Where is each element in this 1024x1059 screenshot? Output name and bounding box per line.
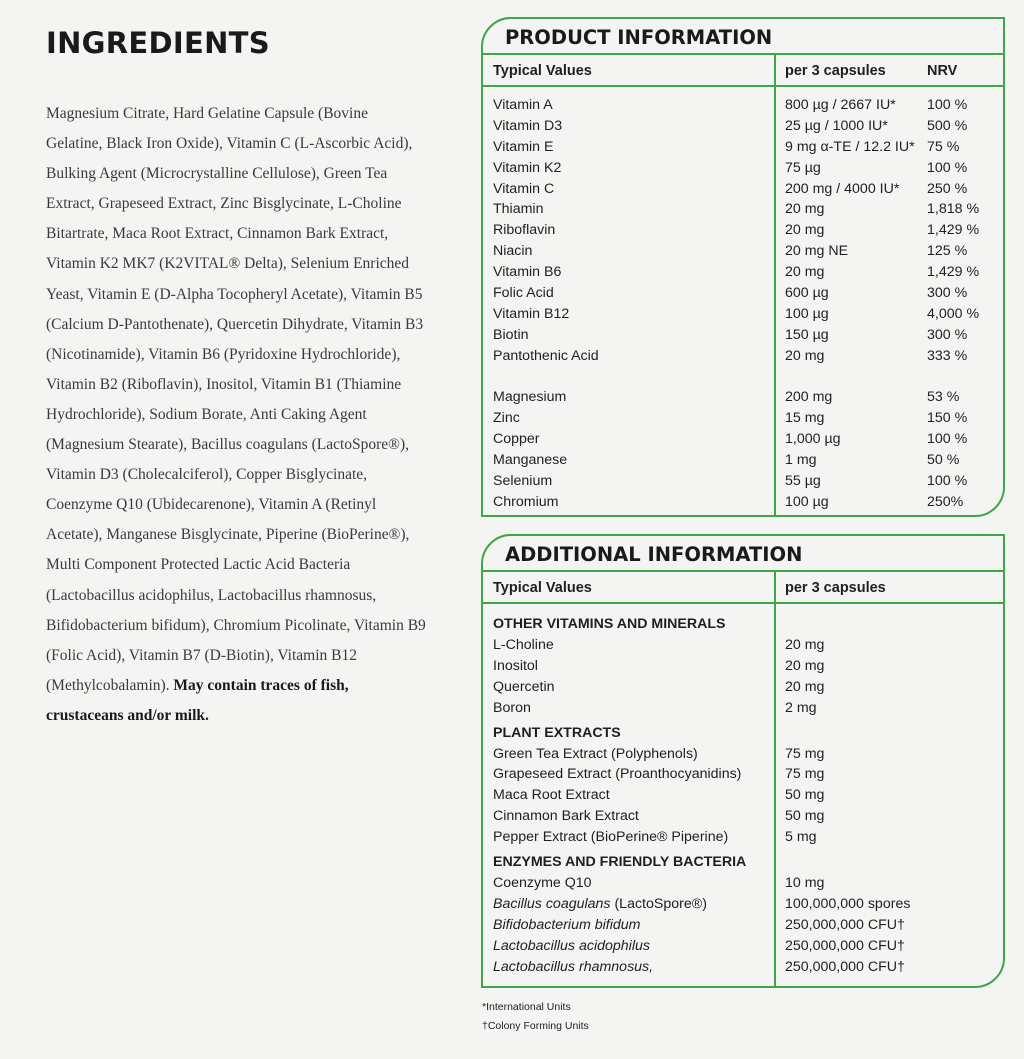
ingredient-name: Green Tea Extract (Polyphenols): [493, 745, 698, 762]
vitamin-row: [483, 325, 1003, 346]
ingredient-name: Pepper Extract (BioPerine® Piperine): [493, 829, 729, 846]
additional-row: [483, 827, 1003, 848]
nrv-value: 1,429 %: [927, 222, 980, 239]
additional-row: [483, 656, 1003, 677]
amount-per-3-capsules: 75 µg: [785, 159, 821, 176]
footnote-colony-forming-units: †Colony Forming Units: [482, 1020, 589, 1032]
mineral-row: [483, 429, 1003, 450]
amount-per-3-capsules: 20 mg: [785, 637, 825, 653]
additional-row: [483, 936, 1003, 957]
ingredients-panel: [46, 26, 426, 731]
section-heading: [483, 614, 1003, 635]
header-typical-values: Typical Values: [493, 580, 592, 596]
nutrient-name: Zinc: [493, 410, 520, 427]
product-information-title: PRODUCT INFORMATION: [483, 19, 1003, 55]
amount-per-3-capsules: 20 mg: [785, 222, 825, 239]
amount-per-3-capsules: 10 mg: [785, 875, 825, 892]
amount-per-3-capsules: 9 mg α-TE / 12.2 IU*: [785, 138, 915, 155]
nutrient-name: Vitamin K2: [493, 159, 562, 176]
ingredient-name: Cinnamon Bark Extract: [493, 808, 639, 825]
vitamin-row: [483, 241, 1003, 262]
amount-per-3-capsules: 15 mg: [785, 410, 825, 427]
ingredients-text: Magnesium Citrate, Hard Gelatine Capsule (Bovine Gelatine, Black Iron Oxide), Vitamin C (L-Ascorbic Acid), Bulking Agent (Microcrystalline Cellulose), Green Tea Extract, Grapeseed Extract, Zinc Bisglycinate, L-Choline Bitartrate, Maca Root Extract, Cinnamon Bark Extract, Vitamin K2 MK7 (K2VITAL® Delta), Selenium Enriched Yeast, Vitamin E (D-Alpha Tocopheryl Acetate), Vitamin B5 (Calcium D-Pantothenate), Quercetin Dihydrate, Vitamin B3 (Nicotinamide), Vitamin B6 (Pyridoxine Hydrochloride), Vitamin B2 (Riboflavin), Inositol, Vitamin B1 (Thiamine Hydrochloride), Sodium Borate, Anti Caking Agent (Magnesium Stearate), Bacillus coagulans (LactoSpore®), Vitamin D3 (Cholecalciferol), Copper Bisglycinate, Coenzyme Q10 (Ubidecarenone), Vitamin A (Retinyl Acetate), Manganese Bisglycinate, Piperine (BioPerine®), Multi Component Protected Lactic Acid Bacteria (Lactobacillus acidophilus, Lactobacillus rhamnosus, Bifidobacterium bifidum), Chromium Picolinate, Vitamin B9 (Folic Acid), Vitamin B7 (D-Biotin), Vitamin B12 (Methylcobalamin).: [46, 105, 426, 694]
amount-per-3-capsules: 100 µg: [785, 305, 829, 322]
nutrient-name: Biotin: [493, 326, 529, 343]
allergen-warning: May contain traces of fish, crustaceans and/or milk.: [46, 676, 349, 724]
mineral-rows: [483, 387, 1003, 512]
additional-row: [483, 635, 1003, 656]
product-information-grid: [483, 55, 1003, 517]
nutrient-name: Vitamin C: [493, 180, 555, 197]
nutrient-name: Manganese: [493, 452, 568, 469]
nutrient-name: Niacin: [493, 243, 533, 260]
mineral-row: [483, 492, 1003, 513]
amount-per-3-capsules: 50 mg: [785, 787, 825, 804]
nutrient-name: Riboflavin: [493, 222, 556, 239]
table-header-row: [483, 572, 1003, 604]
ingredient-name: Lactobacillus rhamnosus,: [493, 958, 654, 975]
nutrient-name: Vitamin B6: [493, 264, 562, 281]
amount-per-3-capsules: 20 mg: [785, 201, 825, 218]
vitamin-row: [483, 95, 1003, 116]
nrv-value: 250 %: [927, 180, 968, 197]
amount-per-3-capsules: 20 mg: [785, 657, 825, 674]
amount-per-3-capsules: 600 µg: [785, 285, 829, 302]
ingredients-list: [46, 99, 426, 731]
nutrient-name: Vitamin A: [493, 97, 553, 113]
amount-per-3-capsules: 100,000,000 spores: [785, 895, 911, 912]
additional-information-table: [481, 534, 1005, 988]
additional-row: [483, 806, 1003, 827]
vitamin-rows: [483, 95, 1003, 367]
ingredient-name: Coenzyme Q10: [493, 875, 592, 892]
additional-row: [483, 894, 1003, 915]
nrv-value: 100 %: [927, 473, 968, 490]
nutrient-name: Vitamin B12: [493, 305, 570, 322]
amount-per-3-capsules: 200 mg: [785, 389, 833, 406]
nrv-value: 75 %: [927, 138, 960, 155]
header-per-3-capsules: per 3 capsules: [785, 580, 886, 596]
amount-per-3-capsules: 250,000,000 CFU†: [785, 937, 905, 954]
ingredient-name: Quercetin: [493, 678, 555, 695]
amount-per-3-capsules: 75 mg: [785, 766, 825, 783]
nutrient-name: Pantothenic Acid: [493, 347, 599, 364]
nrv-value: 53 %: [927, 389, 960, 406]
amount-per-3-capsules: 20 mg: [785, 678, 825, 695]
amount-per-3-capsules: 200 mg / 4000 IU*: [785, 180, 900, 197]
additional-information-grid: [483, 572, 1003, 988]
additional-row: [483, 915, 1003, 936]
nutrient-name: Magnesium: [493, 389, 567, 406]
ingredient-name: Maca Root Extract: [493, 787, 610, 804]
footnote-international-units: *International Units: [482, 1001, 571, 1013]
additional-row: [483, 873, 1003, 894]
header-typical-values: Typical Values: [493, 63, 592, 79]
section-heading-text: OTHER VITAMINS AND MINERALS: [493, 616, 726, 632]
ingredient-name: Grapeseed Extract (Proanthocyanidins): [493, 766, 742, 783]
vitamin-row: [483, 158, 1003, 179]
nutrient-name: Thiamin: [493, 201, 544, 218]
ingredient-name: Bifidobacterium bifidum: [493, 916, 641, 933]
nutrient-name: Vitamin E: [493, 138, 554, 155]
vitamin-row: [483, 137, 1003, 158]
vitamin-row: [483, 262, 1003, 283]
nutrient-name: Vitamin D3: [493, 117, 563, 134]
amount-per-3-capsules: 250,000,000 CFU†: [785, 916, 905, 933]
nrv-value: 1,818 %: [927, 201, 980, 218]
nrv-value: 100 %: [927, 97, 968, 113]
nrv-value: 500 %: [927, 117, 968, 134]
vitamin-row: [483, 346, 1003, 367]
amount-per-3-capsules: 75 mg: [785, 745, 825, 762]
mineral-row: [483, 471, 1003, 492]
section-heading-text: ENZYMES AND FRIENDLY BACTERIA: [493, 854, 747, 871]
nrv-value: 4,000 %: [927, 305, 980, 322]
nutrient-name: Copper: [493, 431, 540, 448]
ingredients-title: INGREDIENTS: [46, 26, 270, 60]
nrv-value: 333 %: [927, 347, 968, 364]
table-header-row: [483, 55, 1003, 87]
header-nrv: NRV: [927, 63, 958, 79]
ingredient-name: Bacillus coagulans (LactoSpore®): [493, 895, 707, 912]
additional-row: [483, 957, 1003, 978]
amount-per-3-capsules: 25 µg / 1000 IU*: [785, 117, 888, 134]
vitamin-row: [483, 283, 1003, 304]
amount-per-3-capsules: 250,000,000 CFU†: [785, 958, 905, 975]
product-information-table: [481, 17, 1005, 517]
amount-per-3-capsules: 20 mg NE: [785, 243, 849, 260]
vitamin-row: [483, 179, 1003, 200]
nutrient-name: Folic Acid: [493, 285, 554, 302]
ingredient-name: Lactobacillus acidophilus: [493, 937, 650, 954]
additional-row: [483, 744, 1003, 765]
ingredient-name: L-Choline: [493, 637, 554, 653]
mineral-row: [483, 387, 1003, 408]
header-per-3-capsules: per 3 capsules: [785, 63, 886, 79]
nrv-value: 50 %: [927, 452, 960, 469]
nrv-value: 125 %: [927, 243, 968, 260]
section-heading-text: PLANT EXTRACTS: [493, 724, 621, 741]
nrv-value: 300 %: [927, 326, 968, 343]
amount-per-3-capsules: 1 mg: [785, 452, 817, 469]
additional-information-title: ADDITIONAL INFORMATION: [483, 536, 1003, 572]
amount-per-3-capsules: 20 mg: [785, 347, 825, 364]
amount-per-3-capsules: 5 mg: [785, 829, 817, 846]
amount-per-3-capsules: 150 µg: [785, 326, 829, 343]
nrv-value: 150 %: [927, 410, 968, 427]
amount-per-3-capsules: 1,000 µg: [785, 431, 841, 448]
amount-per-3-capsules: 50 mg: [785, 808, 825, 825]
nrv-value: 250%: [927, 493, 964, 510]
nutrient-name: Chromium: [493, 493, 559, 510]
section-heading: [483, 852, 1003, 873]
vitamin-row: [483, 116, 1003, 137]
vitamin-row: [483, 220, 1003, 241]
additional-sections: [483, 614, 1003, 977]
additional-row: [483, 785, 1003, 806]
mineral-row: [483, 450, 1003, 471]
nrv-value: 100 %: [927, 159, 968, 176]
amount-per-3-capsules: 800 µg / 2667 IU*: [785, 97, 896, 113]
vitamin-row: [483, 304, 1003, 325]
amount-per-3-capsules: 55 µg: [785, 473, 821, 490]
ingredient-name: Inositol: [493, 657, 538, 674]
additional-row: [483, 677, 1003, 698]
ingredient-name: Boron: [493, 699, 531, 716]
nrv-value: 1,429 %: [927, 264, 980, 281]
amount-per-3-capsules: 2 mg: [785, 699, 817, 716]
additional-row: [483, 698, 1003, 719]
section-heading: [483, 723, 1003, 744]
mineral-row: [483, 408, 1003, 429]
additional-row: [483, 764, 1003, 785]
amount-per-3-capsules: 100 µg: [785, 493, 829, 510]
nrv-value: 100 %: [927, 431, 968, 448]
nrv-value: 300 %: [927, 285, 968, 302]
nutrient-name: Selenium: [493, 473, 553, 490]
footnotes: [482, 998, 589, 1036]
vitamin-row: [483, 199, 1003, 220]
amount-per-3-capsules: 20 mg: [785, 264, 825, 281]
